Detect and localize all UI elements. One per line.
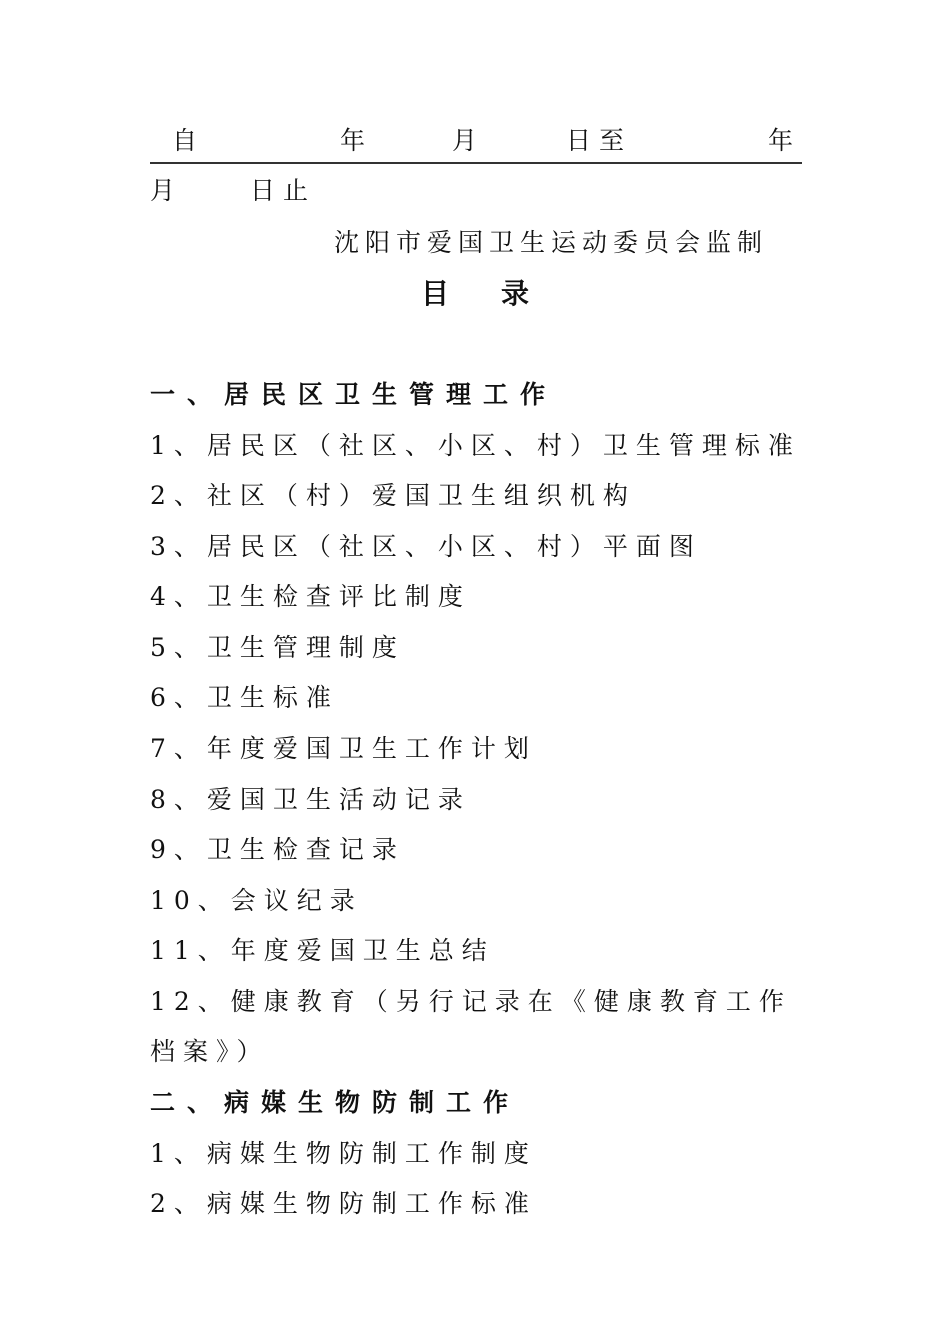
- toc-item-continuation: 档案》）: [150, 1037, 270, 1066]
- toc-item: 6、卫生标准: [150, 683, 339, 712]
- year-label: 年: [340, 126, 366, 155]
- toc-title-char-2: 录: [501, 277, 530, 310]
- toc-item: 2、病媒生物防制工作标准: [150, 1189, 537, 1218]
- toc-item: 7、年度爱国卫生工作计划: [150, 734, 537, 763]
- toc-item: 3、居民区（社区、小区、村）平面图: [150, 532, 702, 561]
- toc-item: 9、卫生检查记录: [150, 835, 405, 864]
- toc-item: 12、健康教育（另行记录在《健康教育工作: [150, 987, 792, 1016]
- year-label-2: 年: [768, 126, 794, 155]
- toc-item: 1、病媒生物防制工作制度: [150, 1139, 537, 1168]
- toc-item: 2、社区（村）爱国卫生组织机构: [150, 481, 636, 510]
- toc-item: 8、爱国卫生活动记录: [150, 785, 471, 814]
- date-range-line: [150, 122, 802, 164]
- toc-item: 5、卫生管理制度: [150, 633, 405, 662]
- toc-item: 10、会议纪录: [150, 886, 363, 915]
- day-end-label: 日止: [250, 176, 317, 205]
- issuer-line: 沈阳市爱国卫生运动委员会监制: [334, 228, 769, 257]
- toc-item: 4、卫生检查评比制度: [150, 582, 471, 611]
- toc-item: 11、年度爱国卫生总结: [150, 936, 495, 965]
- date-from-label: 自: [172, 126, 198, 155]
- toc-item: 1、居民区（社区、小区、村）卫生管理标准: [150, 431, 801, 460]
- month-label-2: 月: [150, 176, 184, 205]
- toc-title-char-1: 目: [420, 277, 449, 310]
- day-to-label: 日至: [566, 126, 633, 155]
- toc-title: [0, 278, 950, 310]
- section-2-heading: 二、病媒生物防制工作: [150, 1088, 521, 1117]
- month-label: 月: [452, 126, 478, 155]
- section-1-heading: 一、居民区卫生管理工作: [150, 380, 558, 409]
